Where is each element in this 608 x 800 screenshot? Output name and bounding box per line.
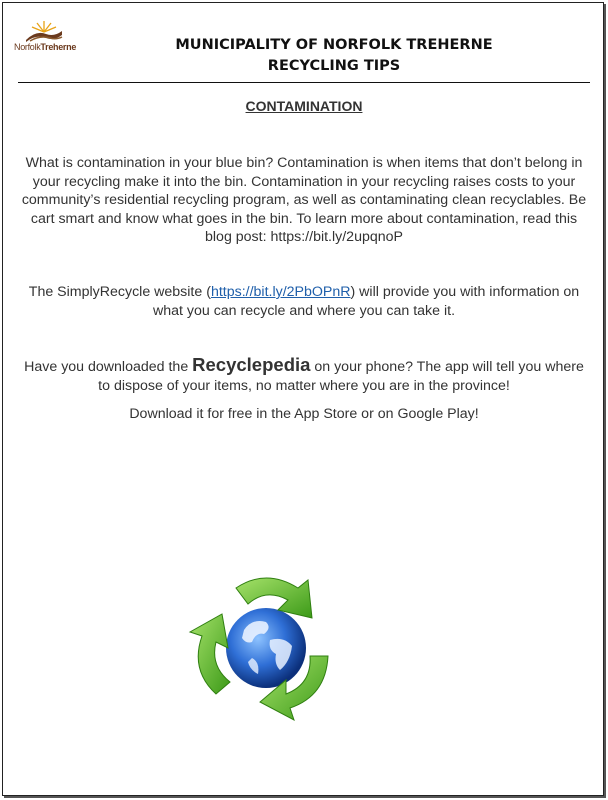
contamination-paragraph: What is contamination in your blue bin? Contamination is when items that don’t belong in your recycling make it into the bin. Contamination in your recycling raises costs to your community’s residential recycling program, as well as contaminating clean recyclables. Be cart smart and know what goes in the bin. To learn more about contamination, read this blog post: https://bit.ly/2upqnoP	[21, 155, 587, 245]
header-divider	[18, 82, 590, 83]
simplyrecycle-paragraph: The SimplyRecycle website (https://bit.ly/2PbOPnR) will provide you with information on what you can recycle and where you can take it.	[28, 284, 580, 319]
header-line-2: RECYCLING TIPS	[267, 58, 401, 74]
recyclepedia-paragraph: Have you downloaded the Recyclepedia on your phone? The app will tell you where to dispose of your items, no matter where you are in the province!	[24, 354, 584, 394]
simplyrecycle-link[interactable]: https://bit.ly/2PbOPnR	[210, 284, 351, 300]
header-line-1: MUNICIPALITY OF NORFOLK TREHERNE	[175, 37, 493, 53]
document-header	[100, 35, 568, 77]
recyclepedia-name: Recyclepedia	[192, 354, 311, 375]
download-paragraph: Download it for free in the App Store or on Google Play!	[129, 406, 479, 422]
logo-sun-icon	[24, 20, 64, 42]
municipality-logo	[14, 20, 86, 54]
logo-text: NorfolkTreherne	[14, 42, 77, 52]
recycling-globe-icon	[186, 566, 346, 726]
section-title: CONTAMINATION	[245, 98, 363, 114]
